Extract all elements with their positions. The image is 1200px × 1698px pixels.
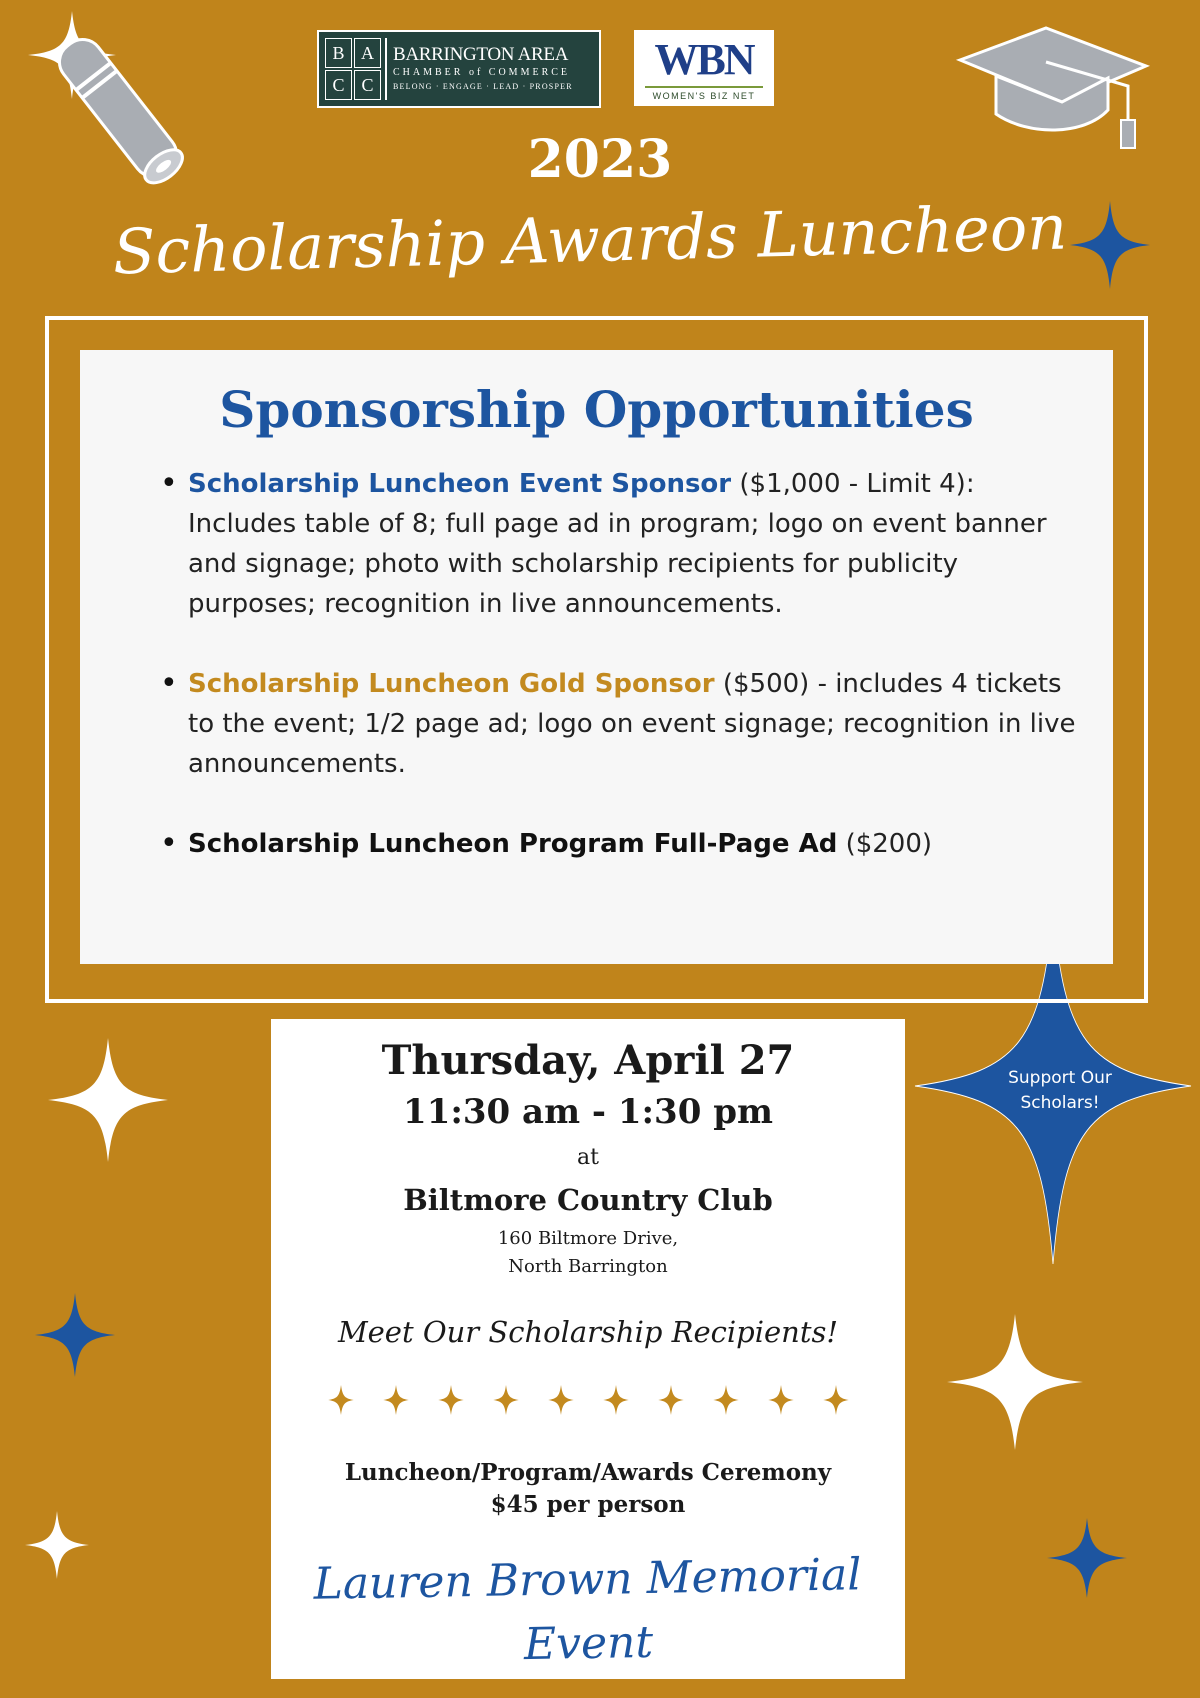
wbn-subtitle: WOMEN'S BIZ NET (652, 91, 756, 101)
bacc-tagline: BELONG · ENGAGE · LEAD · PROSPER (393, 82, 573, 91)
barrington-chamber-logo (317, 30, 601, 108)
sponsor-level-name: Scholarship Luncheon Event Sponsor (188, 469, 732, 499)
bacc-letter: A (354, 38, 381, 68)
sponsor-level-details: ($200) (837, 829, 933, 859)
bacc-monogram (325, 38, 387, 100)
event-price: $45 per person (490, 1491, 686, 1518)
bacc-letter: C (354, 70, 381, 100)
diamond-sparkle-icon (711, 1383, 741, 1417)
bacc-name: BARRINGTON AREA (393, 44, 569, 65)
sparkle-icon (25, 1511, 89, 1579)
diamond-sparkle-icon (601, 1383, 631, 1417)
event-time: 11:30 am - 1:30 pm (403, 1092, 773, 1132)
sparkle-icon (1047, 1518, 1127, 1598)
diamond-sparkle-icon (491, 1383, 521, 1417)
wbn-divider (645, 86, 763, 88)
sponsorship-item (158, 824, 1088, 864)
bacc-letter: C (325, 70, 352, 100)
sponsorship-item (158, 464, 1088, 624)
event-meet-recipients: Meet Our Scholarship Recipients! (337, 1315, 839, 1349)
event-venue: Biltmore Country Club (403, 1183, 773, 1217)
page-title: Scholarship Awards Luncheon (112, 190, 1068, 289)
event-address-line1: 160 Biltmore Drive, (497, 1228, 679, 1249)
diamond-sparkle-icon (381, 1383, 411, 1417)
support-badge-text: Support Our Scholars! (1008, 1068, 1112, 1113)
event-at: at (577, 1145, 599, 1170)
title-year: 2023 (527, 129, 673, 190)
sponsorship-item (158, 664, 1088, 784)
diamond-sparkle-icon (656, 1383, 686, 1417)
sponsorship-heading: Sponsorship Opportunities (219, 380, 974, 439)
diamond-sparkle-icon (436, 1383, 466, 1417)
sponsorship-list (158, 464, 1088, 864)
diamond-sparkle-icon (766, 1383, 796, 1417)
wbn-letters: WBN (654, 35, 754, 84)
diamond-sparkle-icon (326, 1383, 356, 1417)
wbn-logo (634, 30, 774, 106)
sponsor-level-name: Scholarship Luncheon Program Full-Page Ad (188, 829, 838, 859)
sparkle-icon (35, 1293, 115, 1377)
sparkle-icon (48, 1038, 168, 1162)
bacc-text (387, 44, 573, 94)
diamond-divider (271, 1383, 905, 1423)
memorial-event-title: Lauren Brown Memorial Event (313, 1549, 862, 1671)
bacc-subtitle: CHAMBER of COMMERCE (393, 67, 571, 78)
sparkle-icon (947, 1314, 1083, 1450)
diamond-sparkle-icon (546, 1383, 576, 1417)
sponsor-level-details: ($500) - includes 4 tickets to the event; 1/2 page ad; logo on event signage; recognition in live announcements. (188, 669, 1076, 779)
event-address-line2: North Barrington (508, 1256, 668, 1277)
event-program: Luncheon/Program/Awards Ceremony (344, 1459, 832, 1486)
event-date: Thursday, April 27 (381, 1037, 795, 1084)
diamond-sparkle-icon (821, 1383, 851, 1417)
sponsor-level-name: Scholarship Luncheon Gold Sponsor (188, 669, 715, 699)
sponsor-level-details: ($1,000 - Limit 4): Includes table of 8; full page ad in program; logo on event banner and signage; photo with scholarship recipients for publicity purposes; recognition in live announcements. (188, 469, 1047, 619)
bacc-letter: B (325, 38, 352, 68)
